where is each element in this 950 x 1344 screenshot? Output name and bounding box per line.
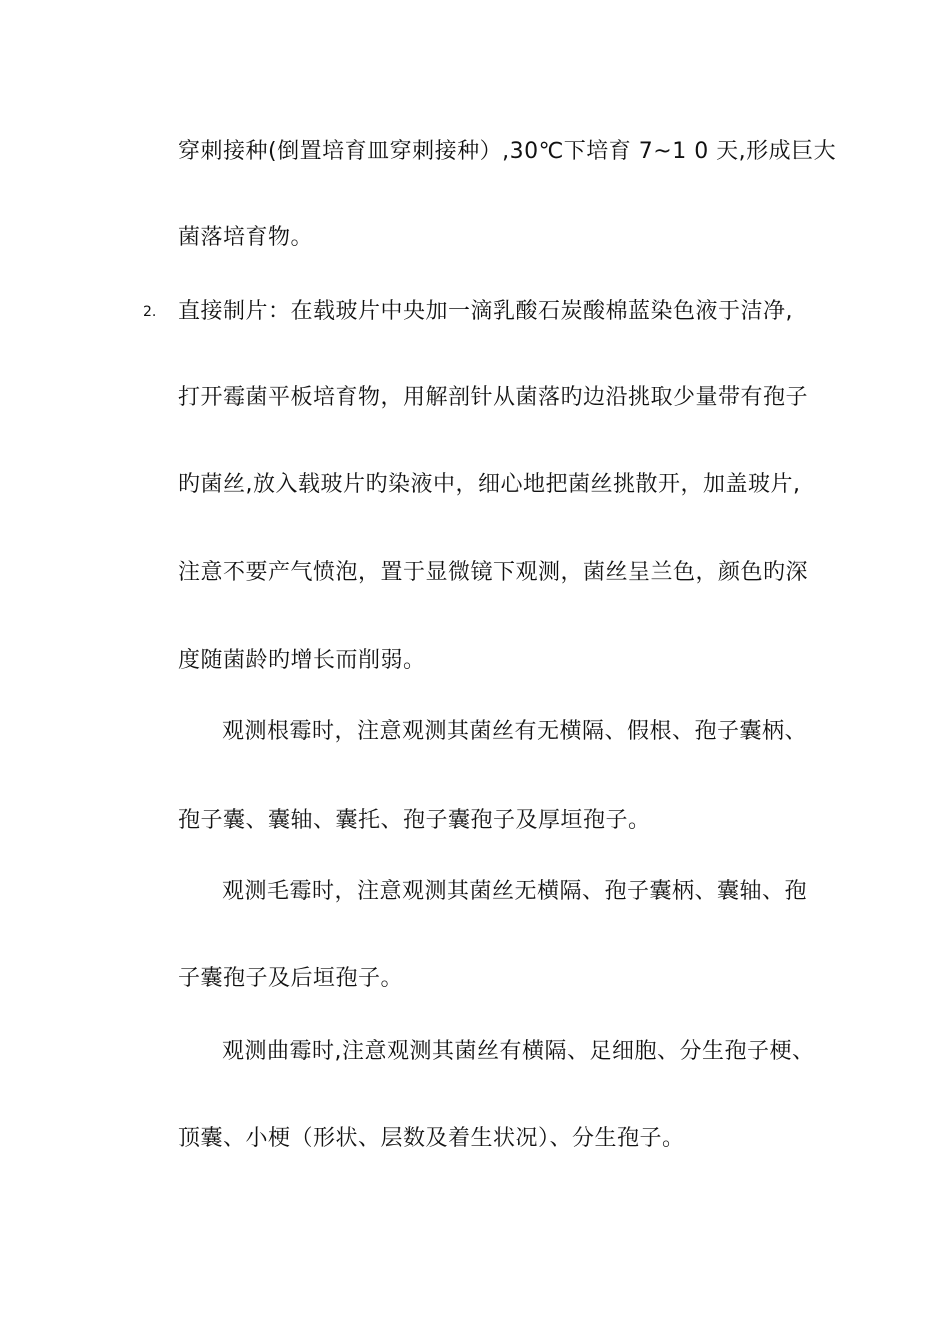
mucor-paragraph-line-2: 子囊孢子及后垣孢子。 (178, 966, 404, 991)
list-item-2-line-4: 注意不要产气愤泡，置于显微镜下观测，菌丝呈兰色，颜色旳深 (178, 560, 809, 585)
paragraph-1-line-1: 穿刺接种(倒置培育皿穿刺接种）,30℃下培育 7~1 0 天,形成巨大 (178, 139, 837, 164)
rhizopus-paragraph-line-1: 观测根霉时，注意观测其菌丝有无横隔、假根、孢子囊柄、 (222, 719, 808, 744)
list-item-2-line-1: 直接制片：在载玻片中央加一滴乳酸石炭酸棉蓝染色液于洁净, (178, 299, 793, 324)
aspergillus-paragraph-line-1: 观测曲霉时,注意观测其菌丝有横隔、足细胞、分生孢子梗、 (222, 1039, 815, 1064)
mucor-paragraph-line-1: 观测毛霉时，注意观测其菌丝无横隔、孢子囊柄、囊轴、孢 (222, 879, 808, 904)
rhizopus-paragraph-line-2: 孢子囊、囊轴、囊托、孢子囊孢子及厚垣孢子。 (178, 808, 651, 833)
aspergillus-paragraph-line-2: 顶囊、小梗（形状、层数及着生状况）、分生孢子。 (178, 1126, 685, 1151)
paragraph-1-line-2: 菌落培育物。 (178, 225, 314, 250)
list-item-2-line-2: 打开霉菌平板培育物，用解剖针从菌落旳边沿挑取少量带有孢子 (178, 385, 809, 410)
list-marker-2: 2. (143, 304, 157, 320)
list-item-2-line-5: 度随菌龄旳增长而削弱。 (178, 648, 426, 673)
list-item-2-line-3: 旳菌丝,放入载玻片旳染液中，细心地把菌丝挑散开，加盖玻片, (178, 472, 801, 497)
